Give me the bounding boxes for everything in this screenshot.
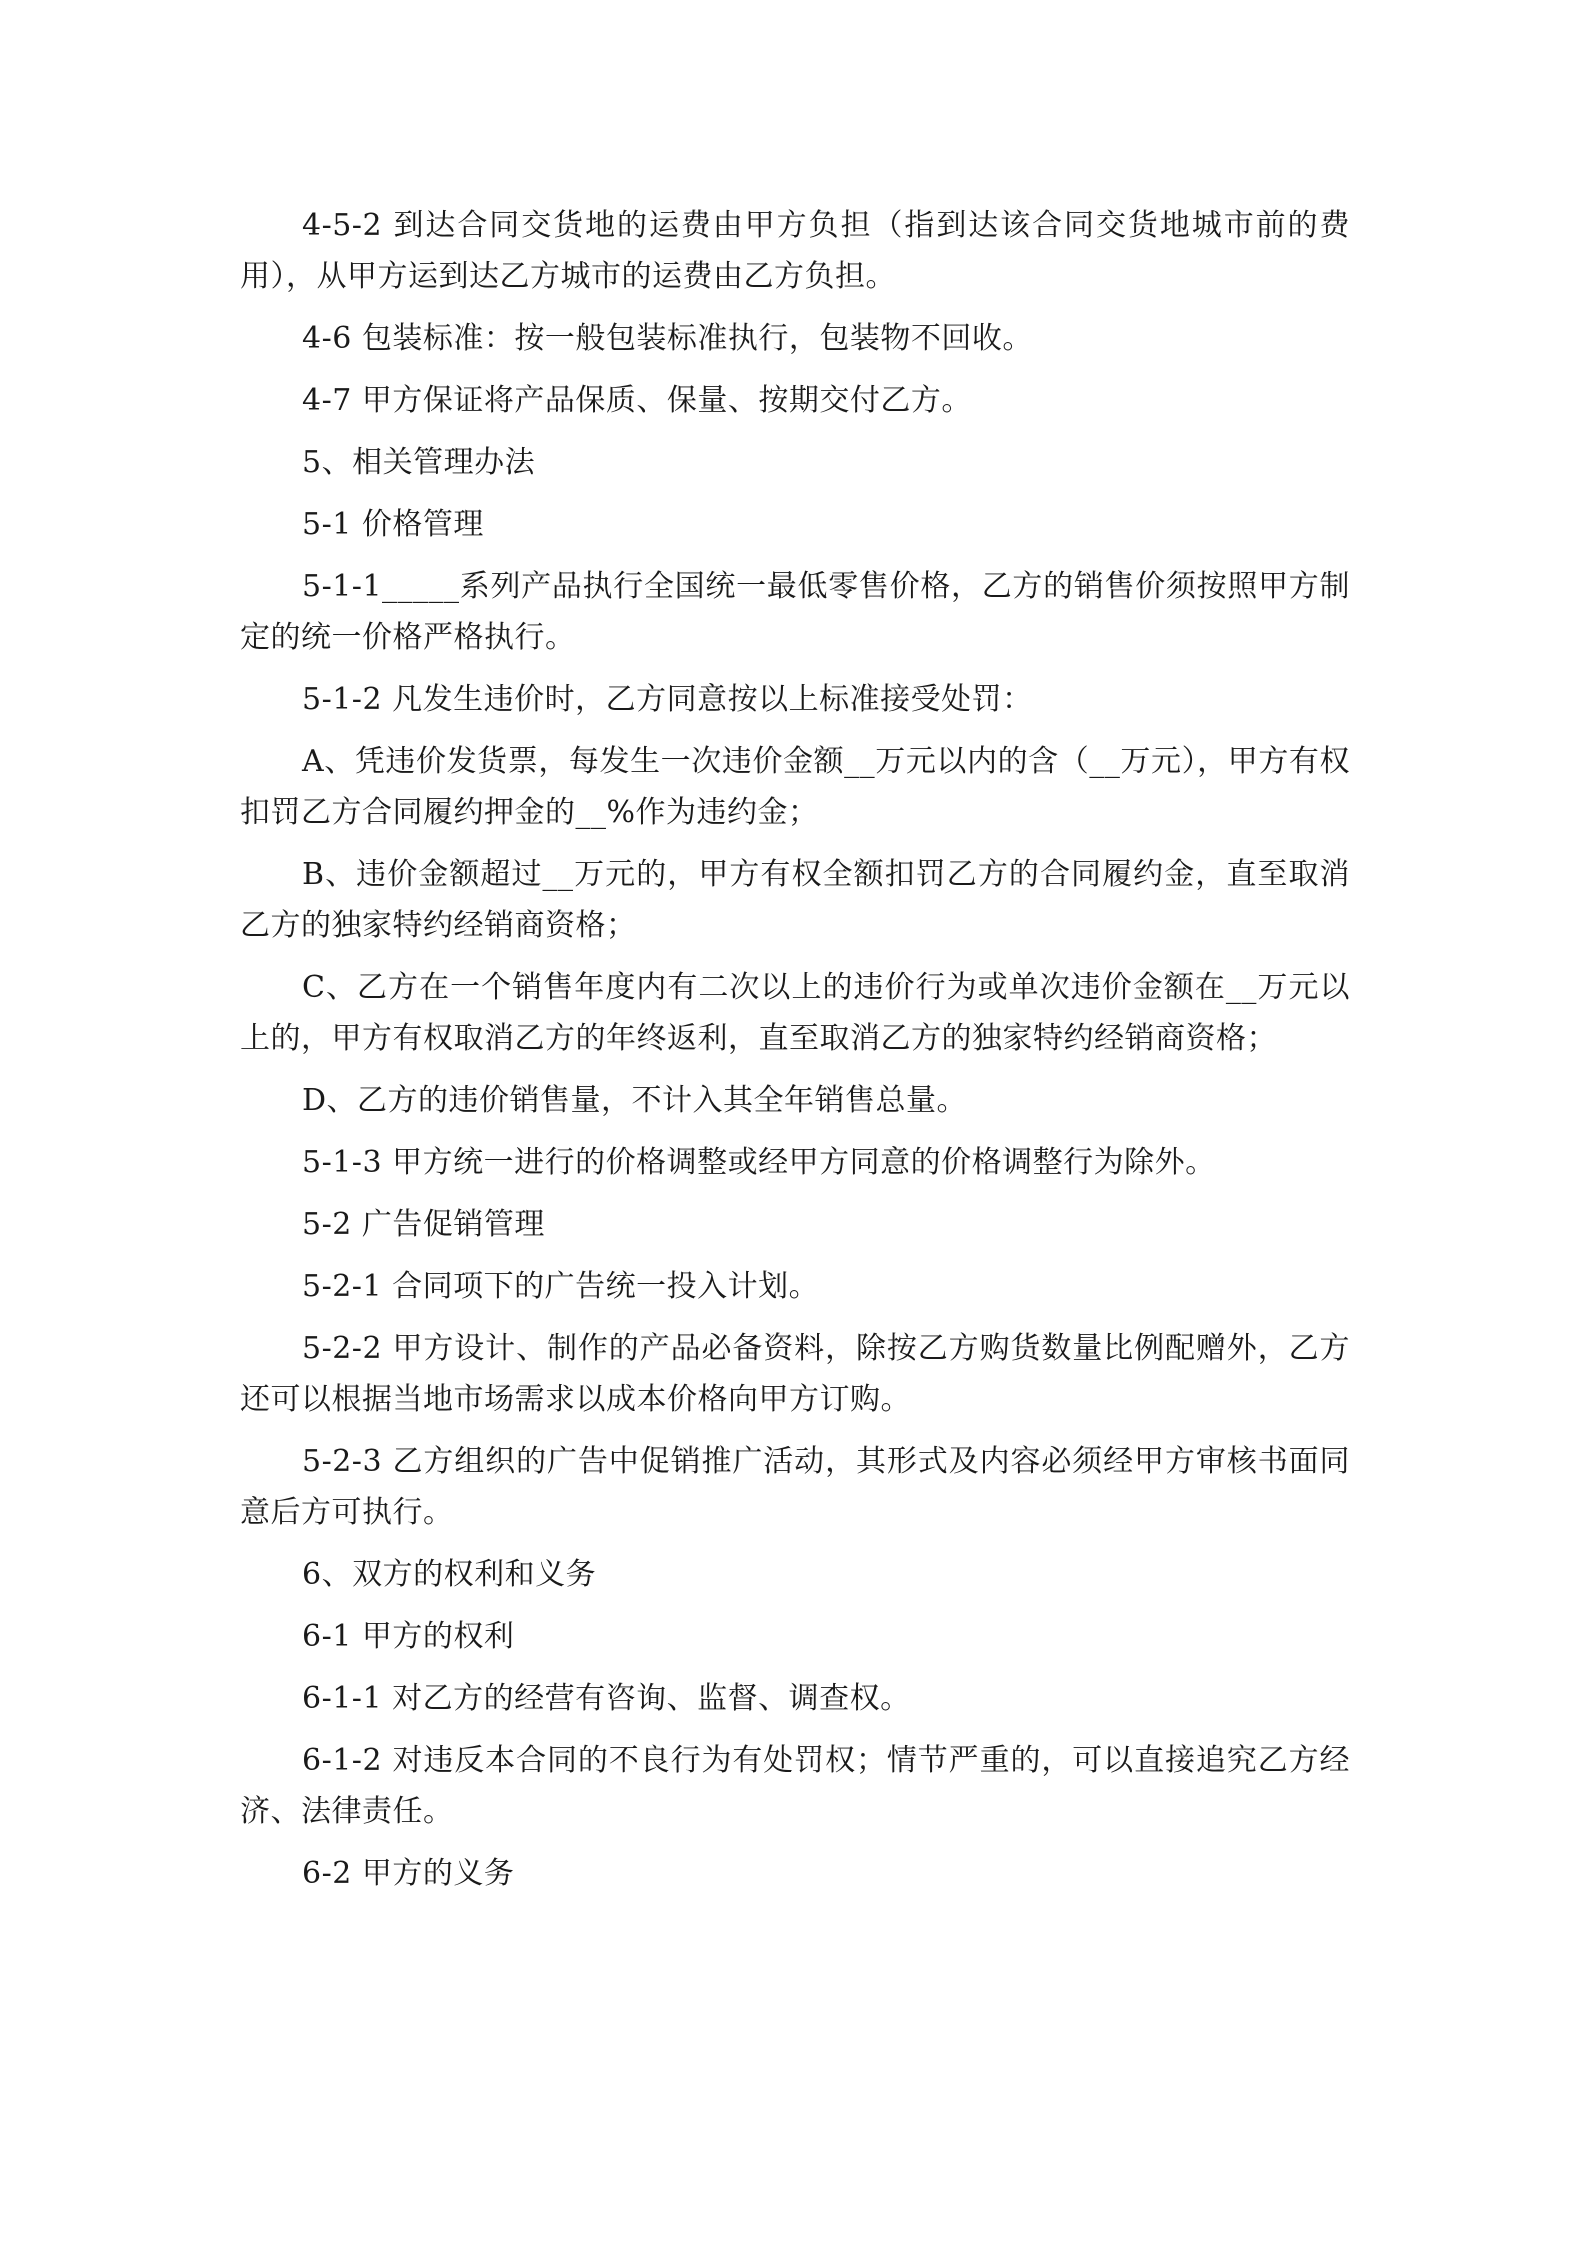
paragraph-6-1-1: 6-1-1 对乙方的经营有咨询、监督、调查权。 xyxy=(302,1681,911,1716)
subsection-heading-6-2: 6-2 甲方的义务 xyxy=(302,1856,515,1891)
paragraph-6-1-2: 6-1-2 对违反本合同的不良行为有处罚权；情节严重的，可以直接追究乙方经济、法律责任。 xyxy=(240,1743,1350,1829)
paragraph-5-1-1: 5-1-1_____系列产品执行全国统一最低零售价格，乙方的销售价须按照甲方制定的统一价格严格执行。 xyxy=(240,569,1350,655)
paragraph-5-1-3: 5-1-3 甲方统一进行的价格调整或经甲方同意的价格调整行为除外。 xyxy=(302,1145,1216,1180)
paragraph-5-1-2: 5-1-2 凡发生违价时，乙方同意按以上标准接受处罚： xyxy=(302,682,1033,717)
clause-b: B、违价金额超过__万元的，甲方有权全额扣罚乙方的合同履约金，直至取消乙方的独家特约经销商资格； xyxy=(240,857,1350,943)
paragraph-4-6: 4-6 包装标准：按一般包装标准执行，包装物不回收。 xyxy=(302,321,1033,356)
clause-a: A、凭违价发货票，每发生一次违价金额__万元以内的含（__万元），甲方有权扣罚乙方合同履约押金的__%作为违约金； xyxy=(240,744,1350,830)
paragraph-4-5-2: 4-5-2 到达合同交货地的运费由甲方负担（指到达该合同交货地城市前的费用），从甲方运到达乙方城市的运费由乙方负担。 xyxy=(240,208,1350,294)
paragraph-5-2-3: 5-2-3 乙方组织的广告中促销推广活动，其形式及内容必须经甲方审核书面同意后方可执行。 xyxy=(240,1444,1350,1530)
paragraph-4-7: 4-7 甲方保证将产品保质、保量、按期交付乙方。 xyxy=(302,383,972,418)
clause-c: C、乙方在一个销售年度内有二次以上的违价行为或单次违价金额在__万元以上的，甲方有权取消乙方的年终返利，直至取消乙方的独家特约经销商资格； xyxy=(240,970,1350,1056)
section-heading-5: 5、相关管理办法 xyxy=(302,445,536,480)
document-body xyxy=(240,200,1350,1910)
subsection-heading-6-1: 6-1 甲方的权利 xyxy=(302,1619,515,1654)
subsection-heading-5-2: 5-2 广告促销管理 xyxy=(302,1207,545,1242)
subsection-heading-5-1: 5-1 价格管理 xyxy=(302,507,484,542)
paragraph-5-2-1: 5-2-1 合同项下的广告统一投入计划。 xyxy=(302,1269,820,1304)
clause-d: D、乙方的违价销售量，不计入其全年销售总量。 xyxy=(302,1083,968,1118)
paragraph-5-2-2: 5-2-2 甲方设计、制作的产品必备资料，除按乙方购货数量比例配赠外，乙方还可以根据当地市场需求以成本价格向甲方订购。 xyxy=(240,1331,1350,1417)
section-heading-6: 6、双方的权利和义务 xyxy=(302,1557,597,1592)
